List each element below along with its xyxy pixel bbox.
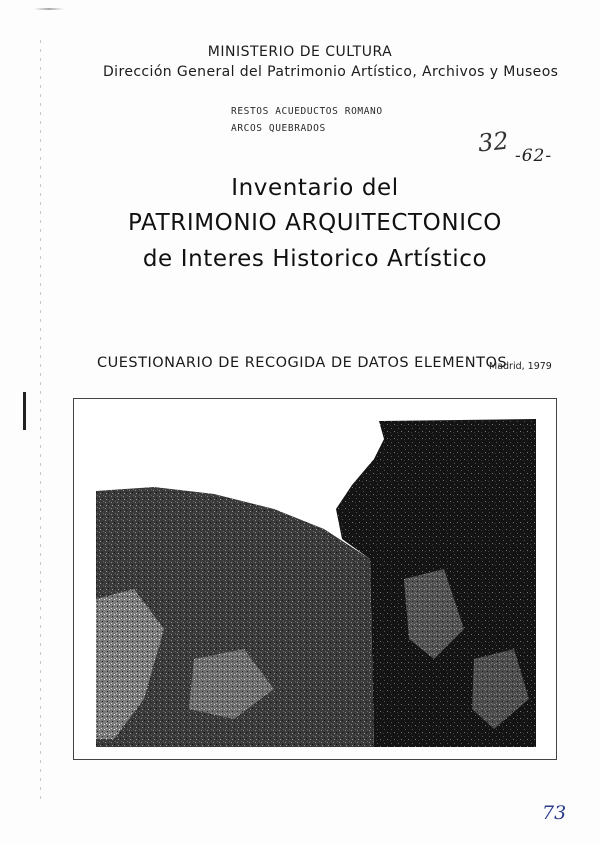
title-line-3: de Interes Historico Artístico	[142, 246, 488, 272]
handwritten-code: -62-	[515, 146, 553, 166]
title-line-2: PATRIMONIO ARQUITECTONICO	[128, 210, 502, 236]
place-year: Madrid, 1979	[489, 361, 552, 372]
corner-scratch	[34, 8, 64, 10]
photo-frame	[73, 398, 557, 760]
binding-edge-line	[40, 40, 41, 800]
handwritten-number: 32	[476, 126, 510, 158]
ministry-heading: MINISTERIO DE CULTURA	[207, 44, 393, 60]
page-number: 73	[542, 802, 567, 824]
typed-label-line-2: ARCOS QUEBRADOS	[231, 123, 326, 134]
title-line-1: Inventario del	[231, 175, 399, 201]
ruins-photo	[74, 399, 556, 759]
typed-label-line-1: RESTOS ACUEDUCTOS ROMANO	[231, 106, 383, 117]
questionnaire-label: CUESTIONARIO DE RECOGIDA DE DATOS ELEMENTOS	[97, 355, 508, 371]
direction-heading: Dirección General del Patrimonio Artístico, Archivos y Museos	[103, 64, 559, 80]
margin-mark	[23, 392, 26, 430]
